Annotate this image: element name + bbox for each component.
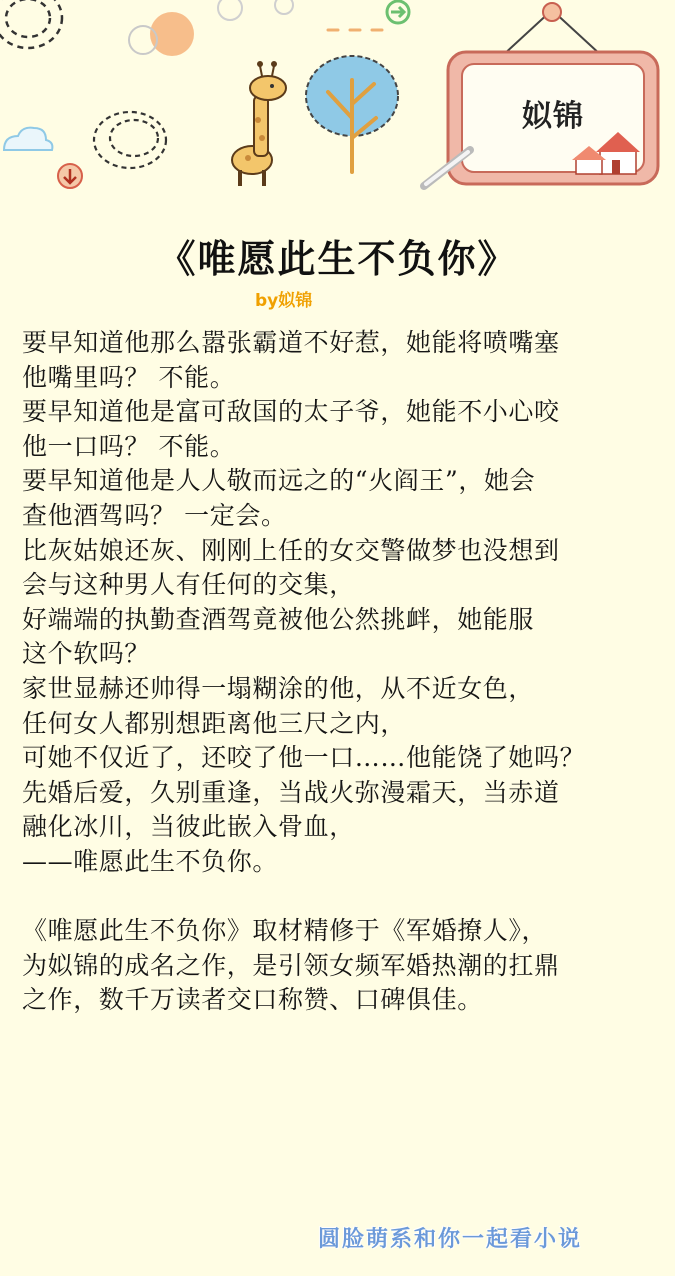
synopsis-line: 比灰姑娘还灰、刚刚上任的女交警做梦也没想到	[22, 535, 560, 565]
summary-line: 为姒锦的成名之作，是引领女频军婚热潮的扛鼎	[22, 950, 560, 980]
synopsis-line: 家世显赫还帅得一塌糊涂的他，从不近女色，	[22, 673, 535, 703]
cloud-icon	[4, 128, 52, 150]
synopsis-line: 他嘴里吗？ 不能。	[22, 362, 236, 392]
synopsis-line: 好端端的执勤查酒驾竟被他公然挑衅，她能服	[22, 604, 535, 634]
tree-icon	[306, 56, 398, 172]
synopsis-line: ——唯愿此生不负你。	[22, 846, 279, 876]
synopsis-line: 任何女人都别想距离他三尺之内，	[22, 708, 407, 738]
synopsis-line: 融化冰川，当彼此嵌入骨血，	[22, 812, 355, 842]
giraffe-icon	[232, 61, 286, 186]
paragraph-gap	[22, 880, 662, 915]
down-arrow-icon	[58, 164, 82, 188]
synopsis-line: 要早知道他是富可敌国的太子爷，她能不小心咬	[22, 397, 560, 427]
synopsis-line: 可她不仅近了，还咬了他一口……他能饶了她吗？	[22, 743, 586, 773]
summary-line: 《唯愿此生不负你》取材精修于《军婚撩人》，	[22, 916, 548, 946]
book-title: 《唯愿此生不负你》	[157, 236, 518, 281]
synopsis-line: 要早知道他那么嚣张霸道不好惹，她能将喷嘴塞	[22, 328, 560, 357]
orange-bubbles-icon	[129, 0, 293, 56]
green-arrow-icon	[387, 1, 409, 23]
author-byline: by姒锦	[255, 291, 313, 311]
synopsis-line: 查他酒驾吗？ 一定会。	[22, 500, 287, 530]
summary-line: 之作，数千万读者交口称赞、口碑俱佳。	[22, 985, 483, 1015]
synopsis-line: 他一口吗？ 不能。	[22, 431, 236, 461]
scribble-ellipse-icon	[94, 112, 166, 168]
watermark: 圆脸萌系和你一起看小说	[318, 1227, 583, 1252]
synopsis-line: 这个软吗？	[22, 639, 151, 669]
scribble-circles-icon	[0, 0, 62, 48]
synopsis-line: 要早知道他是人人敬而远之的“火阎王”，她会	[22, 466, 536, 496]
sign-text: 姒锦	[522, 99, 584, 134]
synopsis-line: 会与这种男人有任何的交集，	[22, 570, 355, 600]
synopsis-text	[22, 326, 662, 1018]
hanging-sign	[446, 48, 660, 186]
synopsis-line: 先婚后爱，久别重逢，当战火弥漫霜天，当赤道	[22, 777, 560, 807]
